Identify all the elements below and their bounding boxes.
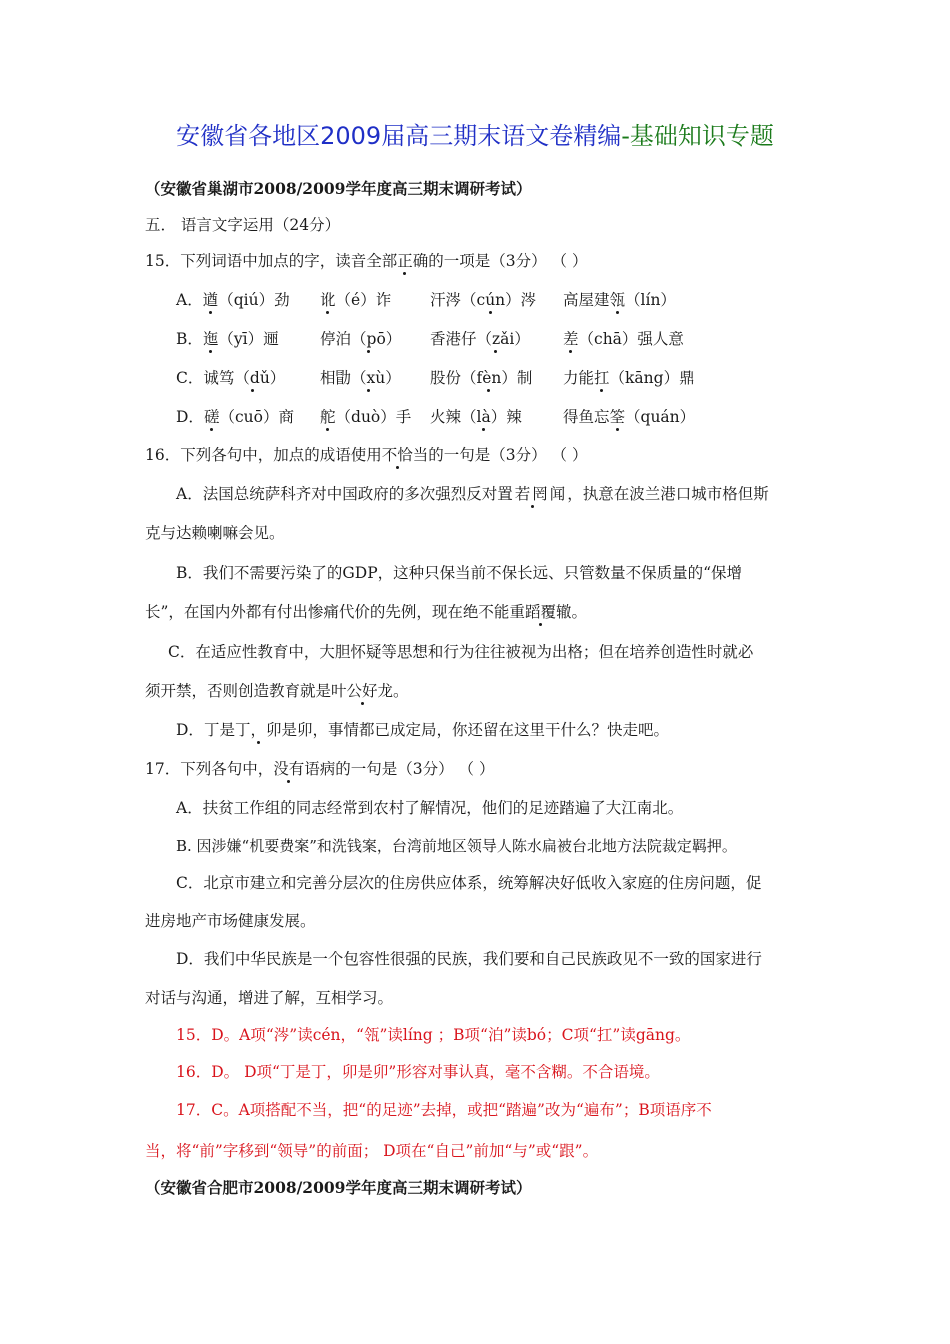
- dotted-character: 迤: [202, 330, 219, 348]
- text-fragment: （chā）强人意: [578, 330, 684, 348]
- q16-option-a-line1: [176, 483, 769, 505]
- text-fragment: （duò）手: [335, 408, 412, 426]
- title-topic: -基础知识专题: [621, 122, 774, 150]
- option-item: [176, 367, 285, 389]
- dotted-character: 辣（là）辣: [445, 408, 522, 426]
- text-fragment: 股: [430, 369, 446, 387]
- option-item: [320, 367, 401, 389]
- answer-16: 16．D。 D项“丁是丁，卯是卯”形容对事认真，毫不含糊。不合语境。: [176, 1063, 660, 1081]
- text-fragment: 力能: [563, 369, 595, 387]
- dotted-character: 筌: [609, 408, 626, 426]
- text-fragment: （quán）: [625, 408, 696, 426]
- dotted-character: 舵: [320, 408, 336, 426]
- q15-stem-dotted: 正: [397, 252, 413, 270]
- text-fragment: 得鱼忘: [563, 408, 610, 426]
- text-fragment: 高屋建: [563, 291, 610, 309]
- text-fragment: 。: [393, 682, 409, 700]
- text-fragment: 16．下列各句中，加点的成语使用: [145, 446, 382, 464]
- dotted-character: 笃（dǔ）: [218, 369, 286, 387]
- option-item: [320, 289, 391, 311]
- text-fragment: ，执意在波兰港口城市格但斯: [567, 485, 769, 503]
- text-fragment: 诚: [203, 369, 219, 387]
- q16-option-c-line1: C．在适应性教育中，大胆怀疑等思想和行为往往被视为出格；但在培养创造性时就必: [168, 643, 754, 661]
- text-fragment: 长”，在国内外都有付出惨痛代价的先例，现在绝不能: [145, 603, 510, 621]
- q17-option-c-line2: 进房地产市场健康发展。: [145, 912, 316, 930]
- text-fragment: B．: [176, 330, 203, 348]
- option-item: [176, 406, 294, 428]
- text-fragment: 当的一句是（3分） （ ）: [412, 446, 588, 464]
- text-fragment: （é）诈: [335, 291, 392, 309]
- text-fragment: 香港: [430, 330, 462, 348]
- answer-15: 15．D。A项“涔”读cén，“瓴”读líng ；B项“泊”读bó；C项“扛”读gāng。: [176, 1026, 691, 1044]
- text-fragment: A．法国总统萨科齐对中国政府的多次强烈反对: [176, 485, 498, 503]
- dotted-character: 瓴: [609, 291, 626, 309]
- text-fragment: （cuō）商: [219, 408, 294, 426]
- text-fragment: 停: [320, 330, 336, 348]
- option-item: [430, 328, 530, 350]
- q16-option-d: [176, 719, 669, 741]
- dotted-character: 泊（pō）: [335, 330, 402, 348]
- text-fragment: ，事情都已成定局，你还留在这里干什么？快走吧。: [312, 721, 669, 739]
- dotted-character: 叶公好龙: [331, 682, 394, 700]
- dotted-character: 重蹈覆辙: [509, 603, 572, 621]
- option-item: [563, 328, 684, 350]
- text-fragment: 17．下列各句中，: [145, 760, 274, 778]
- q17-option-a: A．扶贫工作组的同志经常到农村了解情况，他们的足迹踏遍了大江南北。: [176, 799, 684, 817]
- q15-stem: [145, 250, 587, 272]
- text-fragment: C．: [176, 369, 204, 387]
- dotted-character: 勖（xù）: [335, 369, 401, 387]
- page-title: [0, 118, 950, 154]
- q16-option-b-line1: B．我们不需要污染了的GDP，这种只保当前不保长远、只管数量不保质量的“保增: [176, 564, 743, 582]
- q16-stem: [145, 444, 587, 466]
- q17-stem: [145, 758, 494, 780]
- text-fragment: D．: [176, 408, 204, 426]
- q17-option-d-line1: D．我们中华民族是一个包容性很强的民族，我们要和自己民族政见不一致的国家进行: [176, 950, 762, 968]
- text-fragment: （lín）: [625, 291, 676, 309]
- q15-stem-tail: 确的一项是（3分） （ ）: [412, 252, 588, 270]
- q17-option-b: B. 因涉嫌“机要费案”和洗钱案，台湾前地区领导人陈水扁被台北地方法院裁定羁押。: [176, 837, 737, 855]
- text-fragment: 汗: [430, 291, 446, 309]
- option-item: [176, 328, 279, 350]
- q16-option-a-line2: 克与达赖喇嘛会见。: [145, 524, 285, 542]
- option-item: [563, 289, 676, 311]
- text-fragment: 相: [320, 369, 336, 387]
- q17-option-d-line2: 对话与沟通，增进了解，互相学习。: [145, 989, 394, 1007]
- dotted-character: 置若罔闻: [497, 485, 568, 503]
- option-item: [430, 367, 532, 389]
- dotted-character: 扛: [594, 369, 610, 387]
- text-fragment: （yī）逦: [218, 330, 279, 348]
- answer-17-line1: 17．C。A项搭配不当，把“的足迹”去掉，或把“踏遍”改为“遍布”；B项语序不: [176, 1101, 712, 1119]
- answer-17-line2: 当，将“前”字移到“领导”的前面； D项在“自己”前加“与”或“跟”。: [145, 1142, 599, 1160]
- source-heading-chaohu: （安徽省巢湖市2008/2009学年度高三期末调研考试）: [145, 179, 532, 198]
- text-fragment: 火: [430, 408, 446, 426]
- dotted-character: 份（fèn）制: [445, 369, 533, 387]
- q17-option-c-line1: C．北京市建立和完善分层次的住房供应体系，统筹解决好低收入家庭的住房问题，促: [176, 874, 762, 892]
- dotted-character: 遒: [202, 291, 219, 309]
- text-fragment: （kāng）鼎: [609, 369, 695, 387]
- text-fragment: 语病的一句是（3分） （ ）: [304, 760, 495, 778]
- dotted-character: 没有: [273, 760, 305, 778]
- q16-option-b-line2: [145, 601, 587, 623]
- dotted-character: 不恰: [381, 446, 413, 464]
- text-fragment: 须开禁，否则创造教育就是: [145, 682, 332, 700]
- dotted-character: 讹: [320, 291, 336, 309]
- dotted-character: 丁是丁，卯是卯: [203, 721, 313, 739]
- section-heading: 五． 语言文字运用（24分）: [145, 216, 341, 234]
- text-fragment: （qiú）劲: [218, 291, 290, 309]
- text-fragment: A．: [176, 291, 203, 309]
- option-item: [430, 406, 522, 428]
- dotted-character: 仔（zǎi）: [461, 330, 530, 348]
- option-item: [563, 367, 695, 389]
- q15-stem-text: 15．下列词语中加点的字，读音全部: [145, 252, 398, 270]
- title-main: 安徽省各地区2009届高三期末语文卷精编: [176, 122, 622, 150]
- option-item: [320, 406, 411, 428]
- text-fragment: 。: [571, 603, 587, 621]
- option-item: [320, 328, 401, 350]
- option-item: [430, 289, 536, 311]
- q16-option-c-line2: [145, 680, 409, 702]
- dotted-character: 磋: [203, 408, 220, 426]
- option-item: [176, 289, 290, 311]
- source-heading-hefei: （安徽省合肥市2008/2009学年度高三期末调研考试）: [145, 1178, 532, 1197]
- dotted-character: 差: [563, 330, 579, 348]
- text-fragment: D．: [176, 721, 204, 739]
- option-item: [563, 406, 695, 428]
- dotted-character: 涔（cún）涔: [445, 291, 537, 309]
